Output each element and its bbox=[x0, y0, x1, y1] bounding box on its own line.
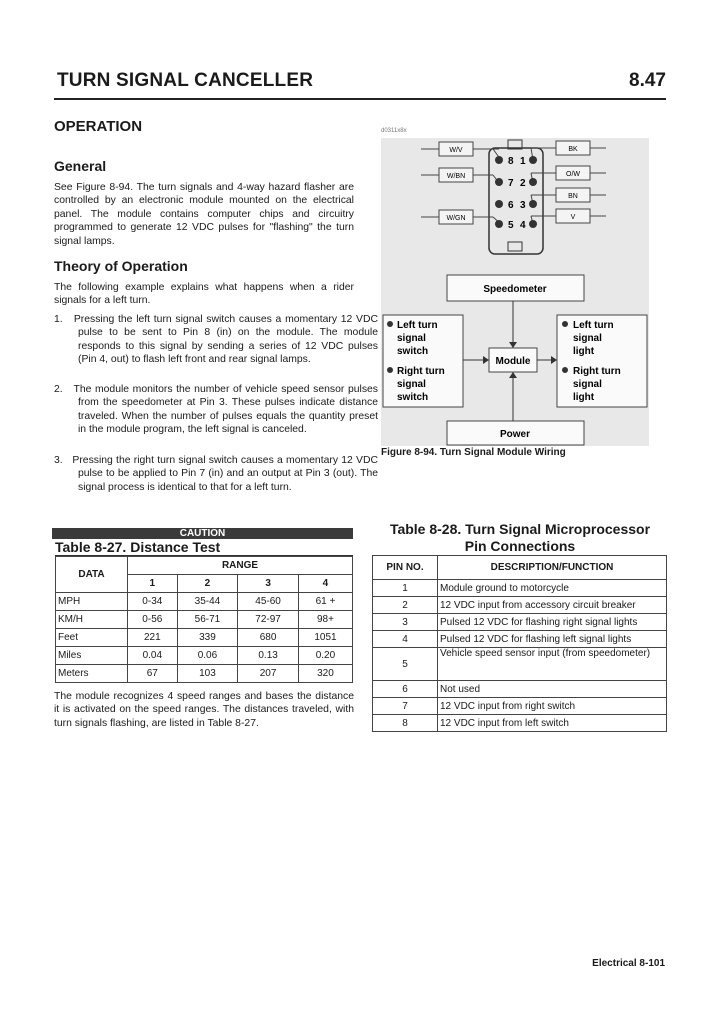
svg-text:8: 8 bbox=[508, 156, 514, 167]
distance-test-table bbox=[55, 556, 353, 683]
svg-text:3: 3 bbox=[520, 200, 526, 211]
wire-label: W/GN bbox=[446, 215, 466, 222]
pin-connections-table bbox=[372, 555, 667, 732]
theory-heading: Theory of Operation bbox=[54, 258, 188, 274]
svg-text:6: 6 bbox=[508, 200, 514, 211]
step-2: 2. The module monitors the number of vehicle speed sensor pulses from the speedometer at Pin 3. These pulses indicate distance traveled. When the number of pulses equals the quantity preset in the module program, the left signal is canceled. bbox=[54, 384, 378, 436]
table-row: 8 12 VDC input from left switch bbox=[373, 715, 667, 732]
range-col: 1 bbox=[128, 575, 178, 593]
pin-col-header: PIN NO. bbox=[373, 556, 438, 580]
general-paragraph: See Figure 8-94. The turn signals and 4-way hazard flasher are controlled by an electronic module mounted on the electrical panel. The module contains computer chips and circuitry programmed to generate 12 VDC pulses for "flashing" the turn signal lamps. bbox=[54, 182, 354, 247]
general-heading: General bbox=[54, 158, 107, 174]
svg-text:2: 2 bbox=[520, 178, 526, 189]
wire-tag-right bbox=[556, 141, 590, 223]
wiring-diagram bbox=[381, 138, 649, 446]
theory-intro: The following example explains what happens when a rider signals for a left turn. bbox=[54, 282, 354, 307]
step-3: 3. Pressing the right turn signal switch causes a momentary 12 VDC pulse to be applied to Pin 7 (in) and an output at Pin 3 (out). The signal process is identical to that for a left turn. bbox=[54, 455, 378, 493]
table-28-title: Table 8-28. Turn Signal Microprocessor Pin Connections bbox=[389, 521, 651, 554]
page-title: TURN SIGNAL CANCELLER bbox=[57, 70, 314, 91]
svg-text:signal: signal bbox=[397, 379, 426, 390]
range-header: RANGE bbox=[128, 557, 353, 575]
table-row: MPH 0-34 35-44 45-60 61 + bbox=[56, 593, 353, 611]
svg-text:Right turn: Right turn bbox=[397, 366, 445, 377]
table-row: 3 Pulsed 12 VDC for flashing right signal lights bbox=[373, 614, 667, 631]
svg-text:signal: signal bbox=[397, 333, 426, 344]
svg-text:signal: signal bbox=[573, 379, 602, 390]
data-header: DATA bbox=[56, 557, 128, 593]
step-1: 1. Pressing the left turn signal switch causes a momentary 12 VDC pulse to be sent to Pin 8 (in) on the module. The module responds to this signal by sending a series of 12 VDC pulses (Pin 4, out) to flash left front and rear signal lamps. bbox=[54, 314, 378, 366]
power-label: Power bbox=[499, 429, 531, 440]
wire-label: V bbox=[570, 214, 576, 221]
table-27-note: The module recognizes 4 speed ranges and bases the distance it is activated on the speed ranges. The distances traveled, with turn signals flashing, are listed in Table 8-27. bbox=[54, 691, 354, 729]
wire-label: W/BN bbox=[446, 173, 466, 180]
module-label: Module bbox=[495, 356, 531, 367]
svg-text:4: 4 bbox=[520, 220, 526, 231]
table-row: 1 Module ground to motorcycle bbox=[373, 580, 667, 597]
svg-text:light: light bbox=[573, 346, 595, 357]
range-col: 4 bbox=[298, 575, 352, 593]
svg-text:Left turn: Left turn bbox=[397, 320, 438, 331]
caution-banner: CAUTION bbox=[52, 528, 353, 539]
table-row: Feet 221 339 680 1051 bbox=[56, 629, 353, 647]
table-row: 4 Pulsed 12 VDC for flashing left signal lights bbox=[373, 631, 667, 648]
connector-pins bbox=[495, 156, 537, 231]
table-row: Miles 0.04 0.06 0.13 0.20 bbox=[56, 647, 353, 665]
wire-label: BN bbox=[568, 193, 578, 200]
svg-text:5: 5 bbox=[508, 220, 514, 231]
speedometer-label: Speedometer bbox=[483, 284, 547, 295]
table-row: 7 12 VDC input from right switch bbox=[373, 698, 667, 715]
svg-text:Left turn: Left turn bbox=[573, 320, 614, 331]
table-row: 2 12 VDC input from accessory circuit breaker bbox=[373, 597, 667, 614]
svg-text:1: 1 bbox=[520, 156, 526, 167]
table-row: 6 Not used bbox=[373, 681, 667, 698]
figure-caption: Figure 8-94. Turn Signal Module Wiring bbox=[381, 447, 566, 458]
figure-id: d0311x8x bbox=[381, 128, 407, 134]
block-diagram bbox=[383, 275, 647, 445]
wire-label: W/V bbox=[449, 147, 463, 154]
wire-label: BK bbox=[568, 146, 578, 153]
svg-text:switch: switch bbox=[397, 346, 429, 357]
wire-tag-left bbox=[439, 142, 473, 224]
table-row: 5 Vehicle speed sensor input (from speedometer) bbox=[373, 648, 667, 681]
table-27-title: Table 8-27. Distance Test bbox=[55, 539, 221, 555]
table-row: Meters 67 103 207 320 bbox=[56, 665, 353, 683]
svg-text:Right turn: Right turn bbox=[573, 366, 621, 377]
header-rule bbox=[54, 98, 666, 100]
svg-text:switch: switch bbox=[397, 392, 429, 403]
svg-text:light: light bbox=[573, 392, 595, 403]
desc-col-header: DESCRIPTION/FUNCTION bbox=[438, 556, 667, 580]
section-number: 8.47 bbox=[629, 70, 666, 91]
wire-label: O/W bbox=[566, 171, 580, 178]
table-row: KM/H 0-56 56-71 72-97 98+ bbox=[56, 611, 353, 629]
svg-text:signal: signal bbox=[573, 333, 602, 344]
page-footer: Electrical 8-101 bbox=[592, 958, 665, 969]
range-col: 2 bbox=[177, 575, 238, 593]
range-col: 3 bbox=[238, 575, 299, 593]
operation-heading: OPERATION bbox=[54, 118, 143, 135]
svg-text:7: 7 bbox=[508, 178, 514, 189]
